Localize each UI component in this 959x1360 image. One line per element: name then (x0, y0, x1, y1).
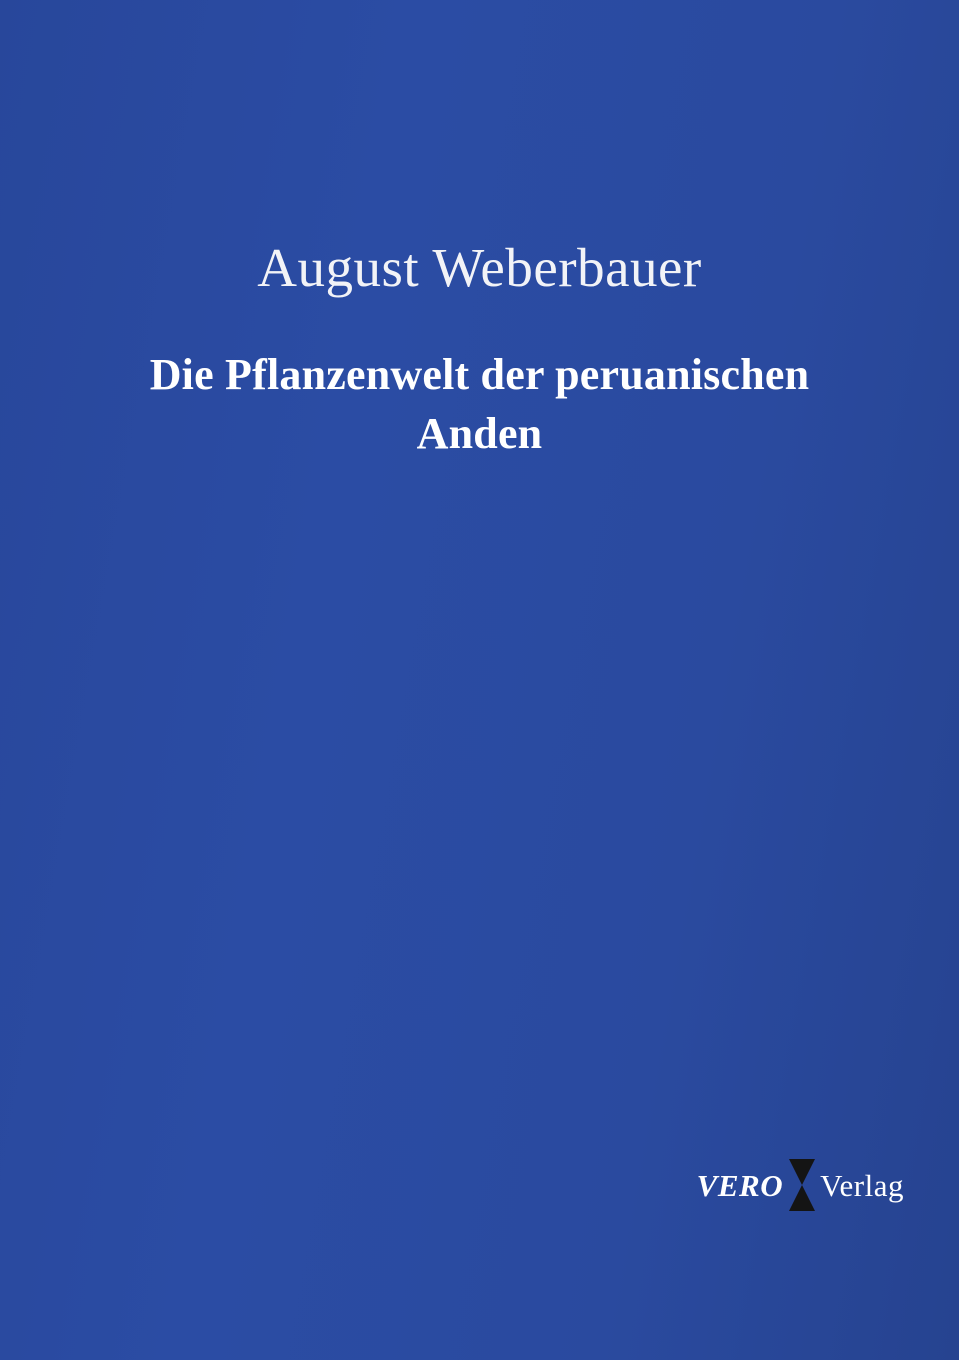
cover-author: August Weberbauer (257, 237, 702, 298)
cover-title: Die Pflanzenwelt der peruanischen Anden (149, 350, 810, 459)
hourglass-logo-icon (789, 1159, 815, 1211)
publisher-logo (697, 1158, 904, 1212)
publisher-name-light: Verlag (820, 1167, 904, 1203)
publisher-name-bold: VERO (696, 1167, 784, 1203)
